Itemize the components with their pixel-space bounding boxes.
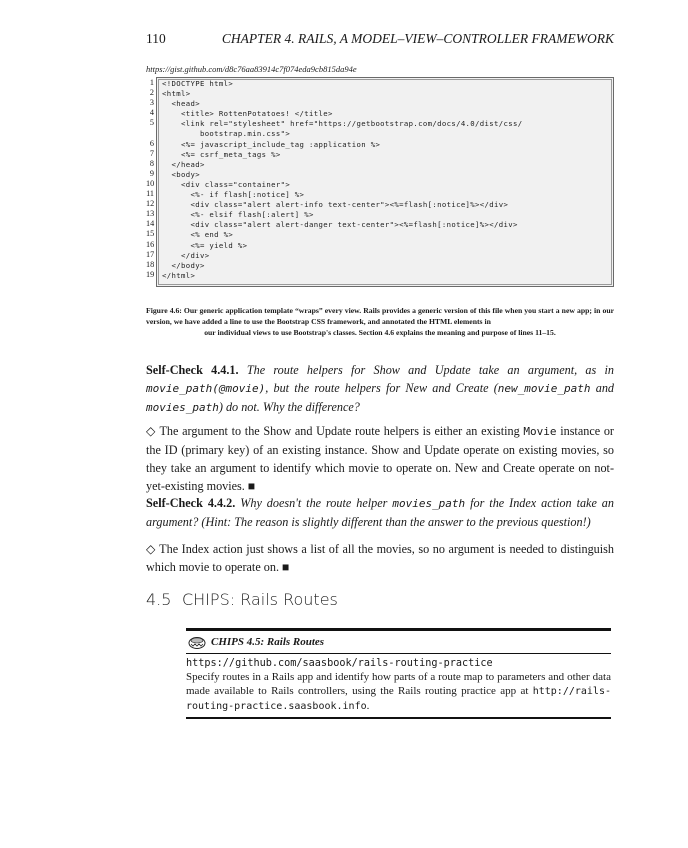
- caption-line-3: our individual views to use Bootstrap's classes. Section 4.6 explains the meaning and purpose of lines 11–15.: [204, 328, 556, 337]
- chips-divider: [186, 653, 611, 654]
- line-number: 17: [146, 249, 155, 259]
- self-check-1-label: Self-Check 4.4.1.: [146, 363, 239, 377]
- line-number: 9: [149, 168, 154, 178]
- section-number: 4.5: [146, 590, 172, 609]
- code-line: bootstrap.min.css">: [162, 129, 291, 139]
- question-text: , but the route helpers for New and Create (: [265, 381, 498, 395]
- answer-text: instance or the ID (primary key) of an existing instance. Show and Update operate on existing movies, so they take an argument to identify which movie to operate on. New and Create operate on not-yet-existing movies. ■: [146, 424, 614, 493]
- chips-icon: [188, 636, 206, 649]
- question-text: ) do not. Why the difference?: [218, 400, 360, 414]
- question-text: The route helpers for Show and Update take an argument, as in: [246, 363, 615, 377]
- code-line: <%- elsif flash[:alert] %>: [162, 210, 314, 220]
- question-text: Why doesn't the route helper: [240, 496, 393, 510]
- line-number: 4: [149, 108, 154, 118]
- code-line: </body>: [162, 260, 205, 270]
- inline-code: movies_path: [146, 401, 219, 414]
- line-number: 13: [146, 209, 155, 219]
- chips-description: [186, 670, 611, 715]
- line-number: 15: [146, 229, 155, 239]
- code-line: <%= javascript_include_tag :application %>: [162, 139, 381, 149]
- chips-title-row: [186, 631, 611, 653]
- inline-code: movies_path: [392, 497, 466, 510]
- code-line: <%= yield %>: [162, 240, 248, 250]
- inline-code: movie_path(@movie): [146, 382, 266, 395]
- gist-url[interactable]: https://gist.github.com/d8c76aa83914c7f074eda9cb815da94e: [146, 64, 357, 74]
- chips-body-text: .: [366, 700, 370, 713]
- question-text: and: [590, 381, 615, 395]
- line-number: 5: [149, 118, 154, 128]
- code-line: <div class="alert alert-info text-center"><%=flash[:notice]%></div>: [162, 200, 509, 210]
- code-listing: [146, 77, 614, 287]
- code-line: <title> RottenPotatoes! </title>: [162, 109, 333, 119]
- code-line: <link rel="stylesheet" href="https://getbootstrap.com/docs/4.0/dist/css/: [162, 119, 523, 129]
- line-number: 12: [146, 199, 155, 209]
- inline-code: Movie: [523, 425, 557, 438]
- code-line: <%- if flash[:notice] %>: [162, 190, 305, 200]
- chapter-title: CHAPTER 4. RAILS, A MODEL–VIEW–CONTROLLER FRAMEWORK: [221, 31, 614, 46]
- self-check-1-question: [146, 361, 614, 417]
- caption-line-1: Figure 4.6: Our generic application template “wraps” every view. Rails provides a generic version of this file when you start: [146, 306, 554, 315]
- line-number: 6: [149, 138, 154, 148]
- code-line: <div class="alert alert-danger text-center"><%=flash[:notice]%></div>: [162, 220, 518, 230]
- chips-box: [186, 628, 611, 719]
- page-number: 110: [146, 31, 166, 46]
- chips-title: CHIPS 4.5: Rails Routes: [211, 636, 325, 648]
- code-line: <head>: [162, 99, 200, 109]
- code-line: </div>: [162, 250, 210, 260]
- answer-text: ◇ The argument to the Show and Update route helpers is either an existing: [146, 424, 524, 438]
- chips-practice-url[interactable]: http://rails-routing-practice.saasbook.info: [186, 686, 611, 713]
- line-number: 11: [146, 189, 154, 199]
- code-line: </head>: [162, 159, 205, 169]
- code-line: <body>: [162, 169, 200, 179]
- caption-line-2: a new app; in our version, we have added a line to use the Bootstrap CSS framework, and annotated the HTML elements in: [146, 306, 615, 326]
- self-check-2-label: Self-Check 4.4.2.: [146, 496, 236, 510]
- line-number: 8: [149, 158, 154, 168]
- chips-bottom-rule: [186, 717, 611, 719]
- figure-caption: [146, 305, 614, 338]
- line-number: 1: [149, 78, 154, 87]
- code-line: <% end %>: [162, 230, 234, 240]
- chips-body-text: Specify routes in a Rails app and identify how parts of a route map to parameters and other data made available to Rails controllers, using the Rails routing practice app at: [186, 671, 611, 698]
- self-check-2-answer: ◇ The Index action just shows a list of all the movies, so no argument is needed to distinguish which movie to operate on. ■: [146, 542, 614, 574]
- code-line: <%= csrf_meta_tags %>: [162, 149, 281, 159]
- line-number: 3: [149, 98, 154, 108]
- code-line: <!DOCTYPE html>: [162, 79, 234, 88]
- chips-repo-url[interactable]: https://github.com/saasbook/rails-routing-practice: [186, 658, 493, 669]
- code-line: <div class="container">: [162, 179, 291, 189]
- line-numbers: [146, 78, 154, 280]
- inline-code: new_movie_path: [497, 382, 591, 395]
- line-number: 18: [146, 259, 155, 269]
- code-lines: [162, 79, 522, 281]
- line-number: [146, 128, 154, 138]
- self-check-2-question: [146, 494, 614, 531]
- code-box: [156, 77, 614, 287]
- code-line: <html>: [162, 89, 191, 99]
- section-title: CHIPS: Rails Routes: [182, 590, 338, 609]
- line-number: 7: [149, 148, 154, 158]
- line-number: 2: [149, 88, 154, 98]
- question-text: for the Index action take an argument? (Hint: The reason is slightly different than the answer to the previous question!): [146, 496, 614, 529]
- self-check-1-answer: [146, 422, 614, 495]
- section-heading: [146, 590, 338, 609]
- line-number: 19: [146, 269, 155, 279]
- code-line: </html>: [162, 270, 196, 280]
- line-number: 10: [146, 178, 155, 188]
- line-number: 16: [146, 239, 155, 249]
- line-number: 14: [146, 219, 155, 229]
